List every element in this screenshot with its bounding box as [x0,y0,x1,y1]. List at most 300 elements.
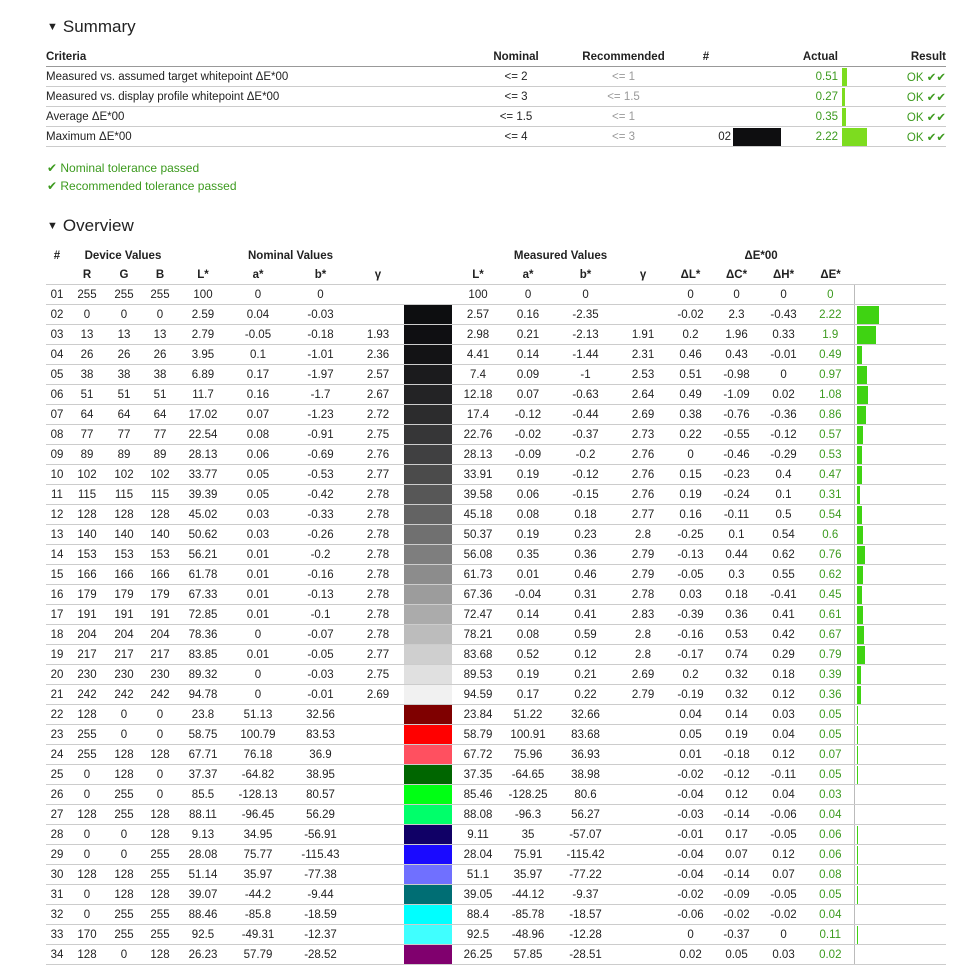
nominal-gamma: 2.78 [353,565,403,585]
measured-a: -85.78 [503,905,553,925]
measured-gamma [618,705,668,725]
measured-gamma [618,885,668,905]
nominal-a: 57.79 [228,945,288,965]
patch-row [46,865,946,885]
device-r: 128 [68,945,106,965]
delta-l: 0.16 [668,505,713,525]
delta-e: 0.04 [807,805,854,825]
device-b: 26 [142,345,178,365]
device-g: 242 [106,685,142,705]
delta-e: 0.67 [807,625,854,645]
measured-b: -115.42 [553,845,618,865]
patch-number: 10 [46,465,68,485]
nominal-l: 26.23 [178,945,228,965]
patch-number: 18 [46,625,68,645]
patch-number: 03 [46,325,68,345]
col-group-number: # [53,249,61,262]
patch-swatch [404,505,452,524]
measured-l: 23.84 [453,705,503,725]
delta-l: -0.02 [668,765,713,785]
measured-l: 100 [453,285,503,305]
patch-row [46,805,946,825]
device-r: 38 [68,365,106,385]
nominal-a: -0.05 [228,325,288,345]
actual-bar [842,108,846,126]
criteria-label: Average ΔE*00 [46,107,466,127]
measured-b: 0.12 [553,645,618,665]
device-r: 230 [68,665,106,685]
patch-number: 32 [46,905,68,925]
measured-a: 0.08 [503,505,553,525]
device-b: 38 [142,365,178,385]
patch-row [46,785,946,805]
nominal-b: -0.91 [288,425,353,445]
delta-c: 0.14 [713,705,760,725]
nominal-gamma: 2.78 [353,625,403,645]
delta-e-bar [857,546,865,564]
device-r: 51 [68,385,106,405]
nominal-a: 0.17 [228,365,288,385]
delta-h: -0.05 [760,885,807,905]
delta-e-bar [857,506,862,524]
device-r: 166 [68,565,106,585]
measured-gamma: 2.69 [618,665,668,685]
patch-swatch [404,745,452,764]
device-r: 128 [68,805,106,825]
patch-number: 17 [46,605,68,625]
device-r: 64 [68,405,106,425]
delta-l: -0.01 [668,825,713,845]
nominal-a: 100.79 [228,725,288,745]
actual-value: 0.35 [783,107,838,127]
nominal-gamma [353,705,403,725]
device-b: 128 [142,505,178,525]
patch-number [681,87,731,107]
col-r: R [68,265,106,285]
patch-swatch [404,885,452,904]
criteria-label: Measured vs. display profile whitepoint ΔE*00 [46,87,466,107]
nominal-gamma: 2.57 [353,365,403,385]
nominal-l: 88.11 [178,805,228,825]
patch-row [46,565,946,585]
measured-l: 89.53 [453,665,503,685]
patch-row [46,905,946,925]
measured-l: 92.5 [453,925,503,945]
device-g: 255 [106,925,142,945]
nominal-l: 50.62 [178,525,228,545]
device-g: 179 [106,585,142,605]
delta-h: -0.11 [760,765,807,785]
patch-swatch [404,485,452,504]
delta-e: 0.05 [807,885,854,905]
delta-c: -0.14 [713,865,760,885]
measured-gamma: 2.79 [618,685,668,705]
delta-c: 1.96 [713,325,760,345]
patch-swatch [404,805,452,824]
delta-h: -0.12 [760,425,807,445]
patch-row [46,325,946,345]
collapse-triangle-icon[interactable]: ▼ [47,21,58,33]
delta-l: -0.17 [668,645,713,665]
patch-row [46,745,946,765]
measured-b: -12.28 [553,925,618,945]
col-nominal-l: L* [178,265,228,285]
delta-e: 0.05 [807,725,854,745]
device-b: 115 [142,485,178,505]
nominal-a: 34.95 [228,825,288,845]
delta-l: 0.19 [668,485,713,505]
patch-row [46,925,946,945]
patch-number: 22 [46,705,68,725]
measured-a: -48.96 [503,925,553,945]
delta-h: 0.03 [760,945,807,965]
patch-row [46,645,946,665]
delta-h: -0.41 [760,585,807,605]
device-g: 0 [106,725,142,745]
nominal-gamma [353,905,403,925]
summary-row [46,67,946,87]
col-b: B [142,265,178,285]
device-g: 0 [106,305,142,325]
patch-number: 15 [46,565,68,585]
delta-h: 0.29 [760,645,807,665]
delta-c: 0.18 [713,585,760,605]
delta-h: 0.07 [760,865,807,885]
measured-a: 75.96 [503,745,553,765]
col-delta-c: ΔC* [713,265,760,285]
collapse-triangle-icon[interactable]: ▼ [47,220,58,232]
patch-number: 06 [46,385,68,405]
delta-c: 0.74 [713,645,760,665]
patch-number: 14 [46,545,68,565]
device-b: 89 [142,445,178,465]
patch-number: 09 [46,445,68,465]
measured-a: 0.07 [503,385,553,405]
delta-c: -0.11 [713,505,760,525]
measured-gamma: 2.69 [618,405,668,425]
delta-h: -0.05 [760,825,807,845]
delta-h: 0 [760,925,807,945]
nominal-l: 67.33 [178,585,228,605]
patch-number: 28 [46,825,68,845]
delta-e: 0.05 [807,705,854,725]
nominal-b: -0.53 [288,465,353,485]
measured-l: 78.21 [453,625,503,645]
patch-number: 04 [46,345,68,365]
delta-e-bar [857,646,865,664]
nominal-b: -1.01 [288,345,353,365]
nominal-gamma: 2.67 [353,385,403,405]
nominal-b: -0.16 [288,565,353,585]
patch-row [46,545,946,565]
nominal-l: 39.39 [178,485,228,505]
measured-gamma: 2.31 [618,345,668,365]
measured-b: -0.2 [553,445,618,465]
patch-row [46,945,946,965]
patch-number: 24 [46,745,68,765]
delta-l: 0 [668,925,713,945]
measured-l: 2.57 [453,305,503,325]
patch-number: 08 [46,425,68,445]
measured-b: 0.22 [553,685,618,705]
delta-l: -0.05 [668,565,713,585]
device-b: 230 [142,665,178,685]
device-g: 13 [106,325,142,345]
device-r: 179 [68,585,106,605]
delta-h: 0.12 [760,685,807,705]
measured-l: 39.05 [453,885,503,905]
delta-e-bar [857,846,858,864]
nominal-l: 6.89 [178,365,228,385]
nominal-b: 80.57 [288,785,353,805]
recommended-value: <= 1 [566,67,681,87]
measured-a: 75.91 [503,845,553,865]
nominal-a: 51.13 [228,705,288,725]
measured-l: 28.04 [453,845,503,865]
delta-l: -0.02 [668,305,713,325]
delta-e-bar [857,306,879,324]
measured-gamma [618,785,668,805]
patch-number [681,67,731,87]
measured-b: 0.59 [553,625,618,645]
device-g: 0 [106,705,142,725]
measured-b: -0.12 [553,465,618,485]
patch-row [46,625,946,645]
col-actual: Actual [783,47,838,67]
overview-heading[interactable]: ▼ Overview [47,216,134,235]
col-criteria: Criteria [46,47,466,67]
nominal-a: 0.07 [228,405,288,425]
delta-e-bar [857,486,860,504]
nominal-b: -0.01 [288,685,353,705]
device-r: 255 [68,725,106,745]
delta-l: -0.13 [668,545,713,565]
nominal-b: -56.91 [288,825,353,845]
delta-h: 0.41 [760,605,807,625]
col-delta-e: ΔE* [807,265,854,285]
delta-e: 0.39 [807,665,854,685]
device-g: 77 [106,425,142,445]
measured-b: -28.51 [553,945,618,965]
col-group-de: ΔE*00 [744,249,778,262]
patch-number: 29 [46,845,68,865]
measured-gamma [618,305,668,325]
nominal-gamma [353,725,403,745]
result-status: OK ✔✔ [878,87,946,107]
patch-row [46,725,946,745]
delta-c: -0.09 [713,885,760,905]
measured-a: 0.14 [503,605,553,625]
measured-a: -96.3 [503,805,553,825]
device-b: 13 [142,325,178,345]
patch-swatch [404,825,452,844]
nominal-gamma: 2.78 [353,525,403,545]
delta-e-bar [857,726,858,744]
measured-a: -0.02 [503,425,553,445]
device-b: 0 [142,785,178,805]
patch-row [46,765,946,785]
delta-e: 0.86 [807,405,854,425]
nominal-a: 0.04 [228,305,288,325]
delta-h: -0.02 [760,905,807,925]
measured-l: 88.08 [453,805,503,825]
summary-row [46,107,946,127]
nominal-pass-note: ✔ Nominal tolerance passed [47,161,200,175]
nominal-a: 0.05 [228,485,288,505]
delta-e-bar [857,526,863,544]
device-b: 128 [142,805,178,825]
measured-a: 0.17 [503,685,553,705]
nominal-a: -96.45 [228,805,288,825]
delta-c: 0.05 [713,945,760,965]
nominal-a: 0.01 [228,545,288,565]
patch-row [46,425,946,445]
delta-e: 0.49 [807,345,854,365]
delta-e: 0.31 [807,485,854,505]
measured-gamma [618,865,668,885]
delta-e: 0.04 [807,905,854,925]
delta-e: 0.08 [807,865,854,885]
patch-row [46,685,946,705]
col-nominal-b: b* [288,265,353,285]
device-g: 166 [106,565,142,585]
nominal-b: -115.43 [288,845,353,865]
measured-gamma [618,925,668,945]
patch-swatch [404,545,452,564]
delta-e-bar [857,326,876,344]
patch-number: 27 [46,805,68,825]
delta-e: 0.97 [807,365,854,385]
patch-row [46,345,946,365]
nominal-l: 28.08 [178,845,228,865]
nominal-gamma [353,825,403,845]
actual-value: 0.27 [783,87,838,107]
delta-c: 0.17 [713,825,760,845]
nominal-l: 94.78 [178,685,228,705]
measured-gamma [618,745,668,765]
delta-l: 0.05 [668,725,713,745]
measured-l: 85.46 [453,785,503,805]
actual-value: 0.51 [783,67,838,87]
delta-c: -0.12 [713,765,760,785]
nominal-gamma: 2.69 [353,685,403,705]
measured-a: -0.04 [503,585,553,605]
measured-gamma: 1.91 [618,325,668,345]
device-b: 255 [142,865,178,885]
delta-e-bar [857,426,863,444]
delta-c: 0.19 [713,725,760,745]
patch-swatch [404,525,452,544]
delta-e: 0 [807,285,854,305]
delta-h: 0.04 [760,725,807,745]
result-status: OK ✔✔ [878,127,946,147]
measured-l: 2.98 [453,325,503,345]
delta-e: 0.05 [807,765,854,785]
patch-number [681,107,731,127]
delta-e-bar [857,886,858,904]
delta-e: 2.22 [807,305,854,325]
device-r: 0 [68,845,106,865]
nominal-a: 0.03 [228,525,288,545]
measured-a: 0.19 [503,525,553,545]
device-g: 64 [106,405,142,425]
measured-a: 35 [503,825,553,845]
device-r: 102 [68,465,106,485]
nominal-b: -1.97 [288,365,353,385]
delta-c: 0.32 [713,665,760,685]
patch-swatch [404,785,452,804]
col-measured-l: L* [453,265,503,285]
device-g: 255 [106,285,142,305]
nominal-b: -77.38 [288,865,353,885]
delta-c: 0.12 [713,785,760,805]
device-g: 128 [106,745,142,765]
nominal-l: 67.71 [178,745,228,765]
delta-e: 0.03 [807,785,854,805]
patch-row [46,825,946,845]
measured-l: 7.4 [453,365,503,385]
patch-swatch [404,865,452,884]
measured-a: 0.35 [503,545,553,565]
delta-l: -0.39 [668,605,713,625]
nominal-a: -128.13 [228,785,288,805]
patch-swatch [404,605,452,624]
delta-c: 0.53 [713,625,760,645]
delta-l: 0.04 [668,705,713,725]
col-measured-b: b* [553,265,618,285]
nominal-gamma: 2.75 [353,425,403,445]
device-b: 128 [142,885,178,905]
measured-gamma: 2.79 [618,545,668,565]
measured-a: -128.25 [503,785,553,805]
delta-c: 0.44 [713,545,760,565]
delta-c: -0.23 [713,465,760,485]
measured-a: -0.12 [503,405,553,425]
nominal-gamma [353,945,403,965]
col-delta-h: ΔH* [760,265,807,285]
patch-swatch [404,305,452,324]
delta-c: 2.3 [713,305,760,325]
nominal-l: 2.59 [178,305,228,325]
nominal-value: <= 1.5 [466,107,566,127]
patch-row [46,485,946,505]
device-r: 242 [68,685,106,705]
nominal-value: <= 4 [466,127,566,147]
nominal-l: 22.54 [178,425,228,445]
measured-l: 12.18 [453,385,503,405]
device-g: 128 [106,885,142,905]
delta-l: -0.04 [668,865,713,885]
nominal-a: -49.31 [228,925,288,945]
measured-gamma: 2.53 [618,365,668,385]
summary-row [46,127,946,147]
delta-c: -0.14 [713,805,760,825]
delta-e-bar [857,666,861,684]
summary-heading[interactable]: ▼ Summary [47,17,136,36]
measured-b: 83.68 [553,725,618,745]
measured-l: 61.73 [453,565,503,585]
patch-row [46,525,946,545]
nominal-gamma [353,785,403,805]
device-g: 102 [106,465,142,485]
nominal-b: -0.42 [288,485,353,505]
patch-number: 30 [46,865,68,885]
patch-number: 20 [46,665,68,685]
delta-l: -0.02 [668,885,713,905]
measured-b: 36.93 [553,745,618,765]
device-r: 217 [68,645,106,665]
patch-row [46,585,946,605]
